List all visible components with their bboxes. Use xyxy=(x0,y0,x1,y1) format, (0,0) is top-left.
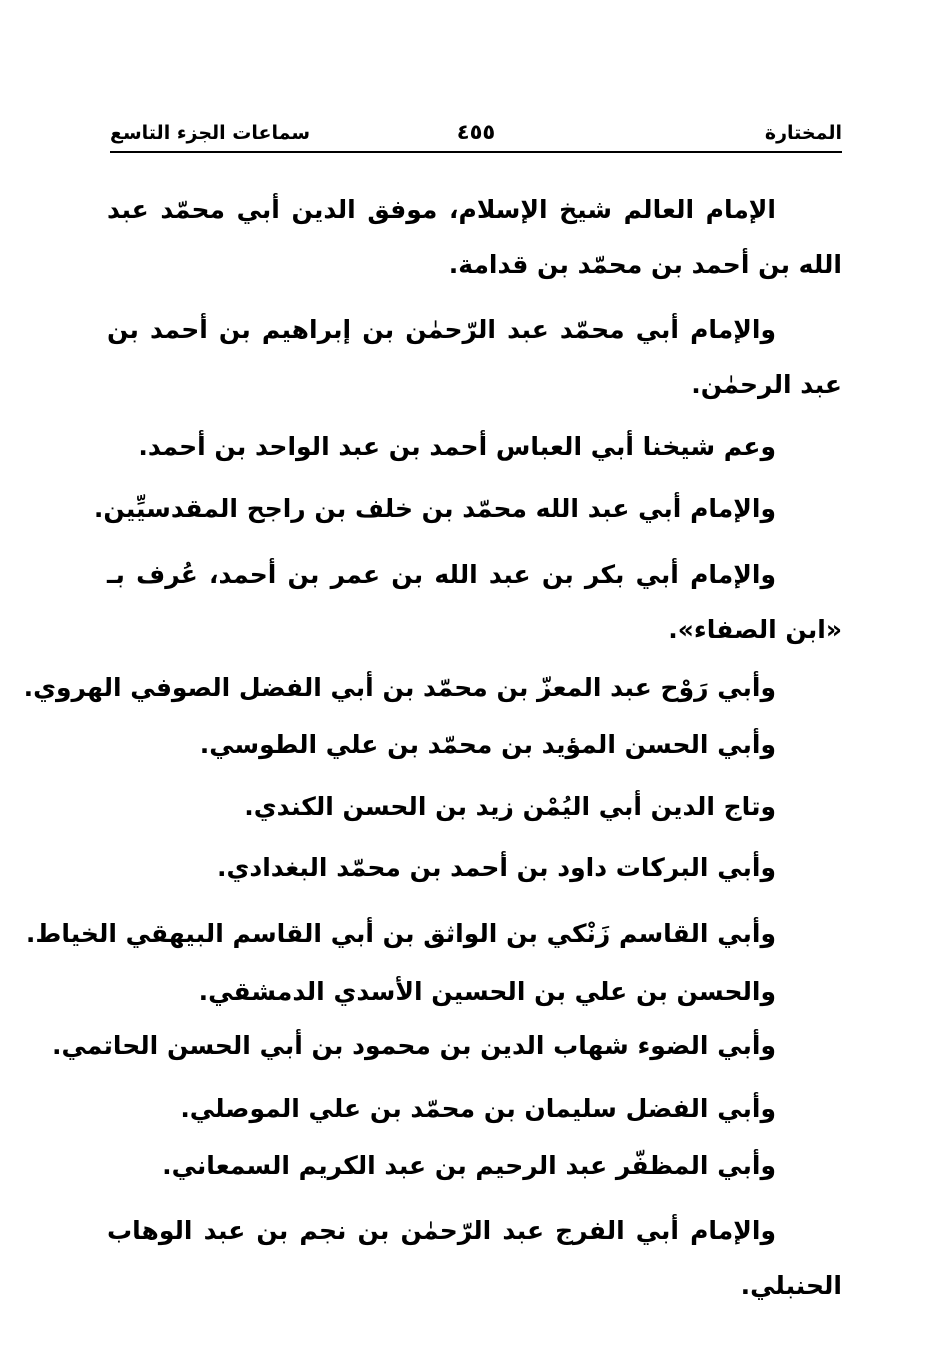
name-line: وأبي رَوْح عبد المعزّ بن محمّد بن أبي الفضل الصوفي الهروي. xyxy=(23,673,776,702)
text-line: والإمام أبي عبد الله محمّد بن خلف بن راجح المقدسيِّين. xyxy=(93,494,776,523)
book-title: المختارة xyxy=(764,122,842,144)
page-number: ٤٥٥ xyxy=(456,120,496,144)
header-rule xyxy=(110,151,842,153)
paragraph-abd-al-rahman: والإمام أبي محمّد عبد الرّحمٰن بن إبراهيم بن أحمد بن عبد الرحمٰن. xyxy=(107,315,842,399)
name-line: وأبي البركات داود بن أحمد بن محمّد البغدادي. xyxy=(216,853,776,882)
paragraph-ibn-al-safa: والإمام أبي بكر بن عبد الله بن عمر بن أحمد، عُرف بـ «ابن الصفاء». xyxy=(107,560,842,644)
running-header xyxy=(110,118,842,150)
section-title: سماعات الجزء التاسع xyxy=(110,122,311,144)
name-line: وتاج الدين أبي اليُمْن زيد بن الحسن الكندي. xyxy=(244,792,776,821)
name-line: وأبي الحسن المؤيد بن محمّد بن علي الطوسي. xyxy=(199,730,776,759)
paragraph-ibn-qudama: الإمام العالم شيخ الإسلام، موفق الدين أبي محمّد عبد الله بن أحمد بن محمّد بن قدامة. xyxy=(107,195,842,279)
name-line: وأبي الضوء شهاب الدين بن محمود بن أبي الحسن الحاتمي. xyxy=(51,1031,776,1060)
paragraph-al-hanbali: والإمام أبي الفرج عبد الرّحمٰن بن نجم بن عبد الوهاب الحنبلي. xyxy=(107,1216,842,1300)
name-line: وأبي الفضل سليمان بن محمّد بن علي الموصلي. xyxy=(180,1094,776,1123)
name-line: وأبي القاسم زَنْكي بن الواثق بن أبي القاسم البيهقي الخياط. xyxy=(25,919,776,948)
name-line: وأبي المظفّر عبد الرحيم بن عبد الكريم السمعاني. xyxy=(162,1151,776,1180)
text-line: وعم شيخنا أبي العباس أحمد بن عبد الواحد بن أحمد. xyxy=(138,432,776,461)
name-line: والحسن بن علي بن الحسين الأسدي الدمشقي. xyxy=(198,977,776,1006)
